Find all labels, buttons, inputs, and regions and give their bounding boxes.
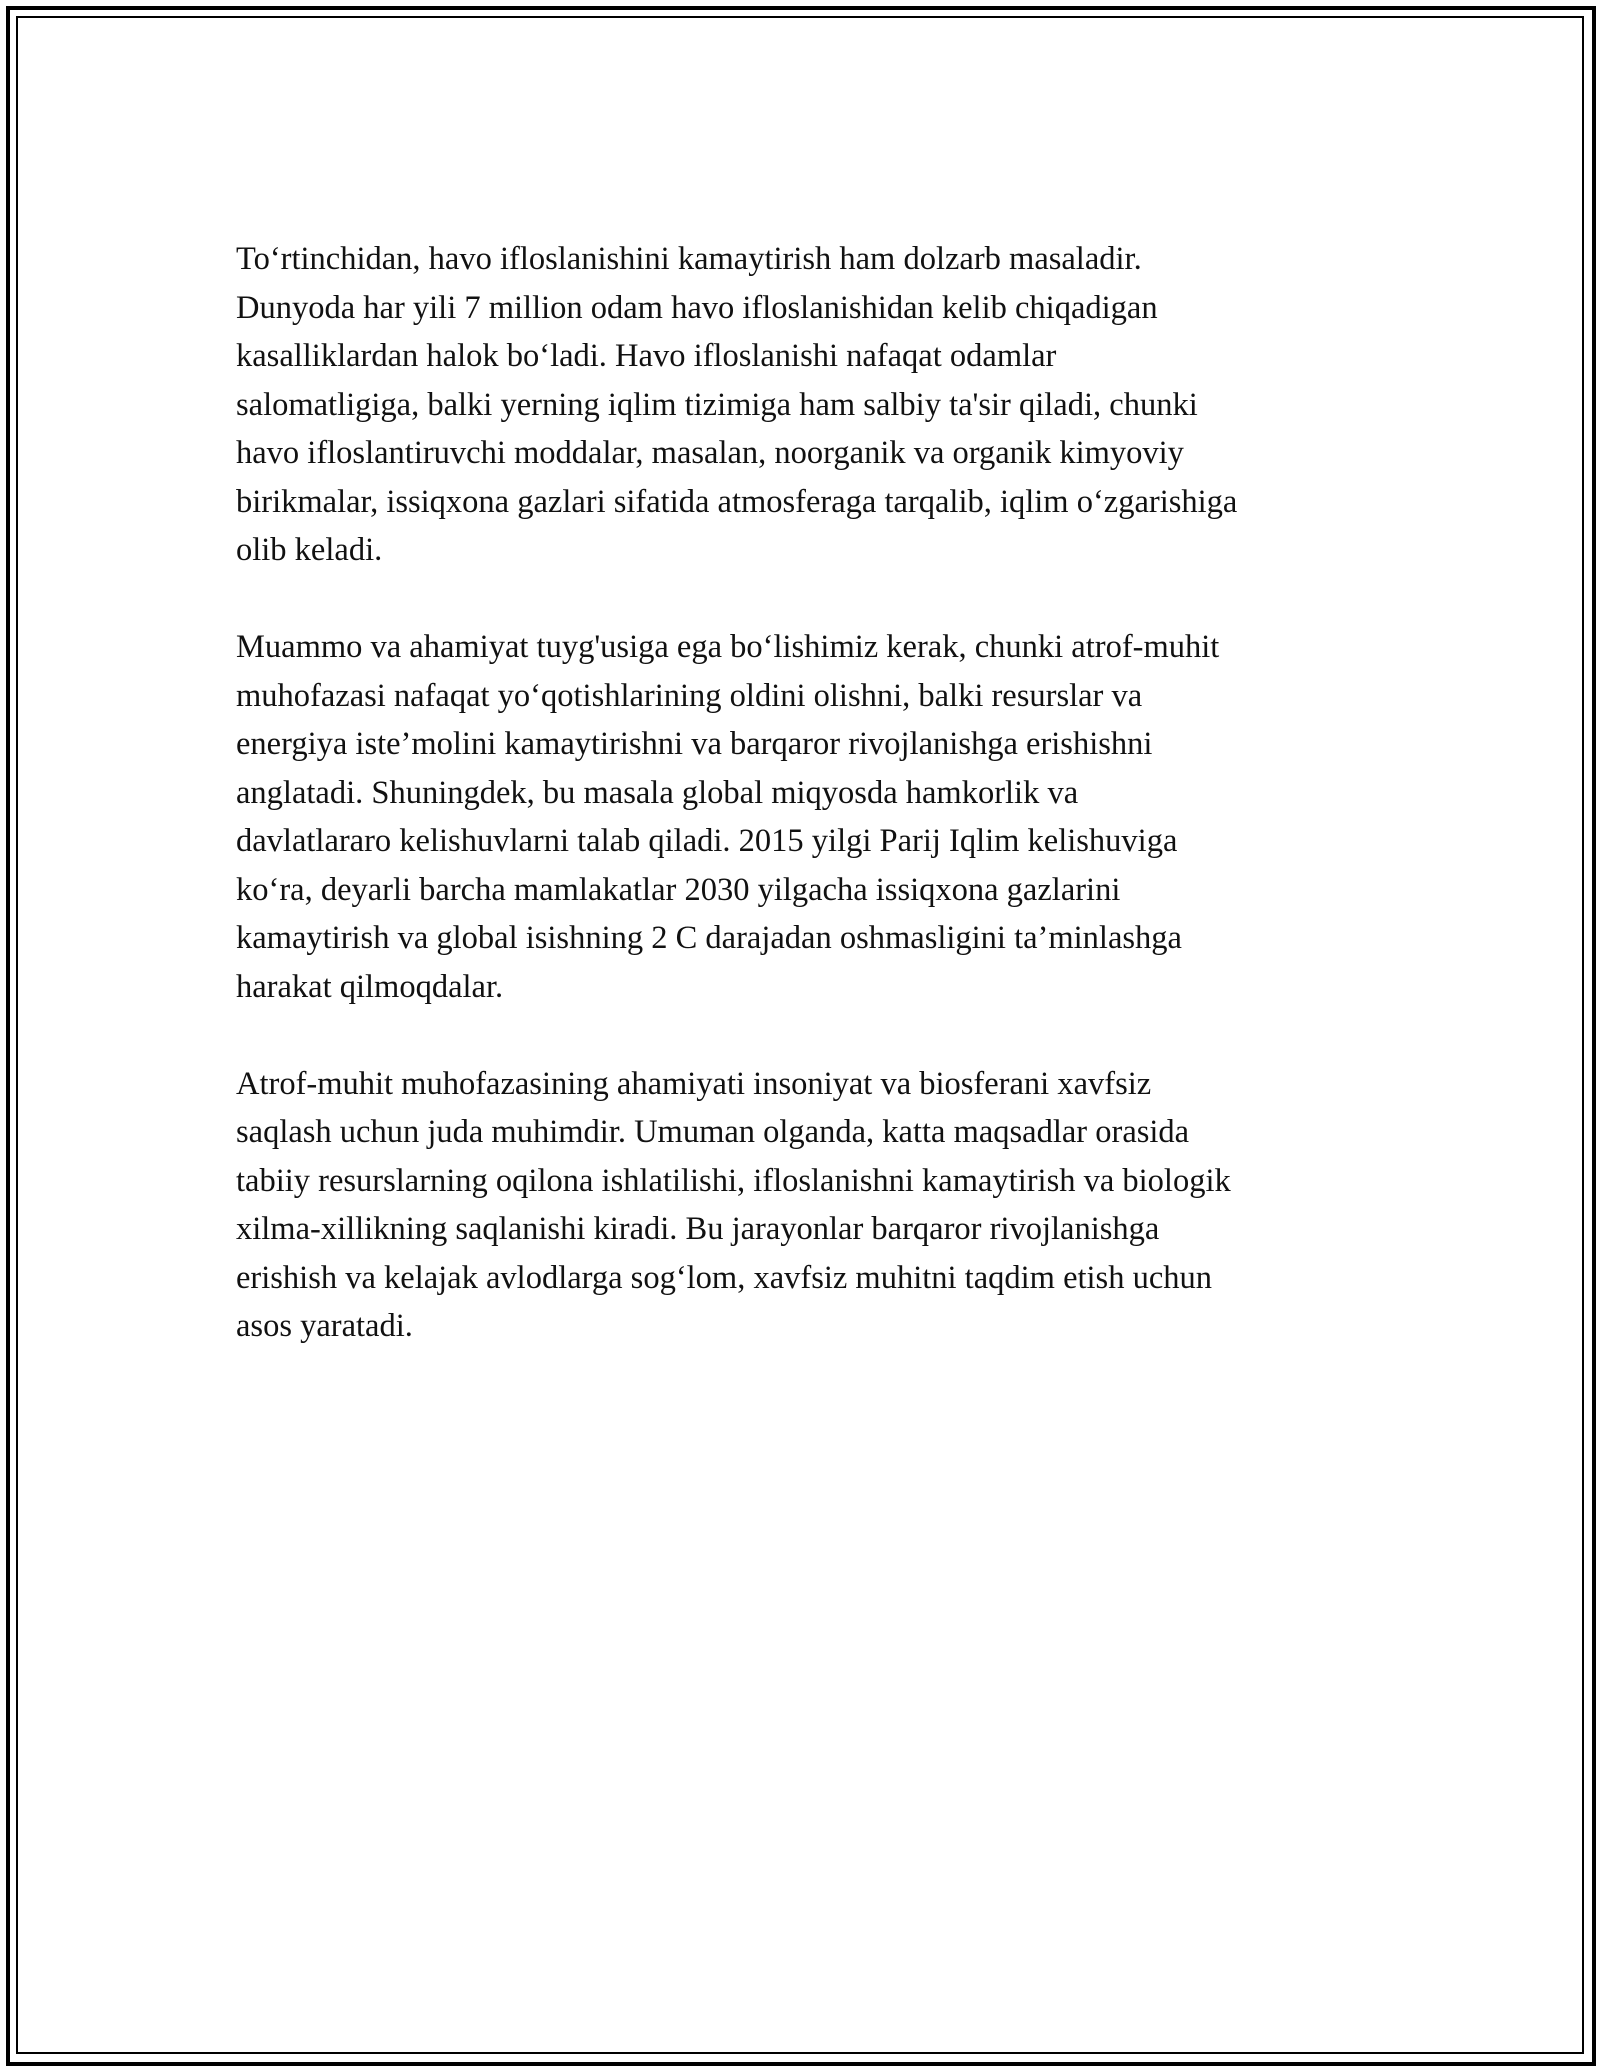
paragraph-2: Muammo va ahamiyat tuyg'usiga ega bo‘lishimiz kerak, chunki atrof-muhit muhofazasi nafaqat yo‘qotishlarining oldini olishni, balki resurslar va energiya iste’molini kamaytirishni va barqaror rivojlanishga erishishni anglatadi. Shuningdek, bu masala global miqyosda hamkorlik va davlatlararo kelishuvlarni talab qiladi. 2015 yilgi Parij Iqlim kelishuviga ko‘ra, deyarli barcha mamlakatlar 2030 yilgacha issiqxona gazlarini kamaytirish va global isishning 2 C darajadan oshmasligini ta’minlashga harakat qilmoqdalar. [236, 629, 1220, 1005]
document-body [236, 235, 1376, 1399]
paragraph-3: Atrof-muhit muhofazasining ahamiyati insoniyat va biosferani xavfsiz saqlash uchun juda muhimdir. Umuman olganda, katta maqsadlar orasida tabiiy resurslarning oqilona ishlatilishi, ifloslanishni kamaytirish va biologik xilma-xillikning saqlanishi kiradi. Bu jarayonlar barqaror rivojlanishga erishish va kelajak avlodlarga sog‘lom, xavfsiz muhitni taqdim etish uchun asos yaratadi. [236, 1065, 1231, 1344]
paragraph-1: To‘rtinchidan, havo ifloslanishini kamaytirish ham dolzarb masaladir. Dunyoda har yili 7 million odam havo ifloslanishidan kelib chiqadigan kasalliklardan halok bo‘ladi. Havo ifloslanishi nafaqat odamlar salomatligiga, balki yerning iqlim tizimiga ham salbiy ta'sir qiladi, chunki havo ifloslantiruvchi moddalar, masalan, noorganik va organik kimyoviy birikmalar, issiqxona gazlari sifatida atmosferaga tarqalib, iqlim o‘zgarishiga olib keladi. [236, 241, 1238, 568]
